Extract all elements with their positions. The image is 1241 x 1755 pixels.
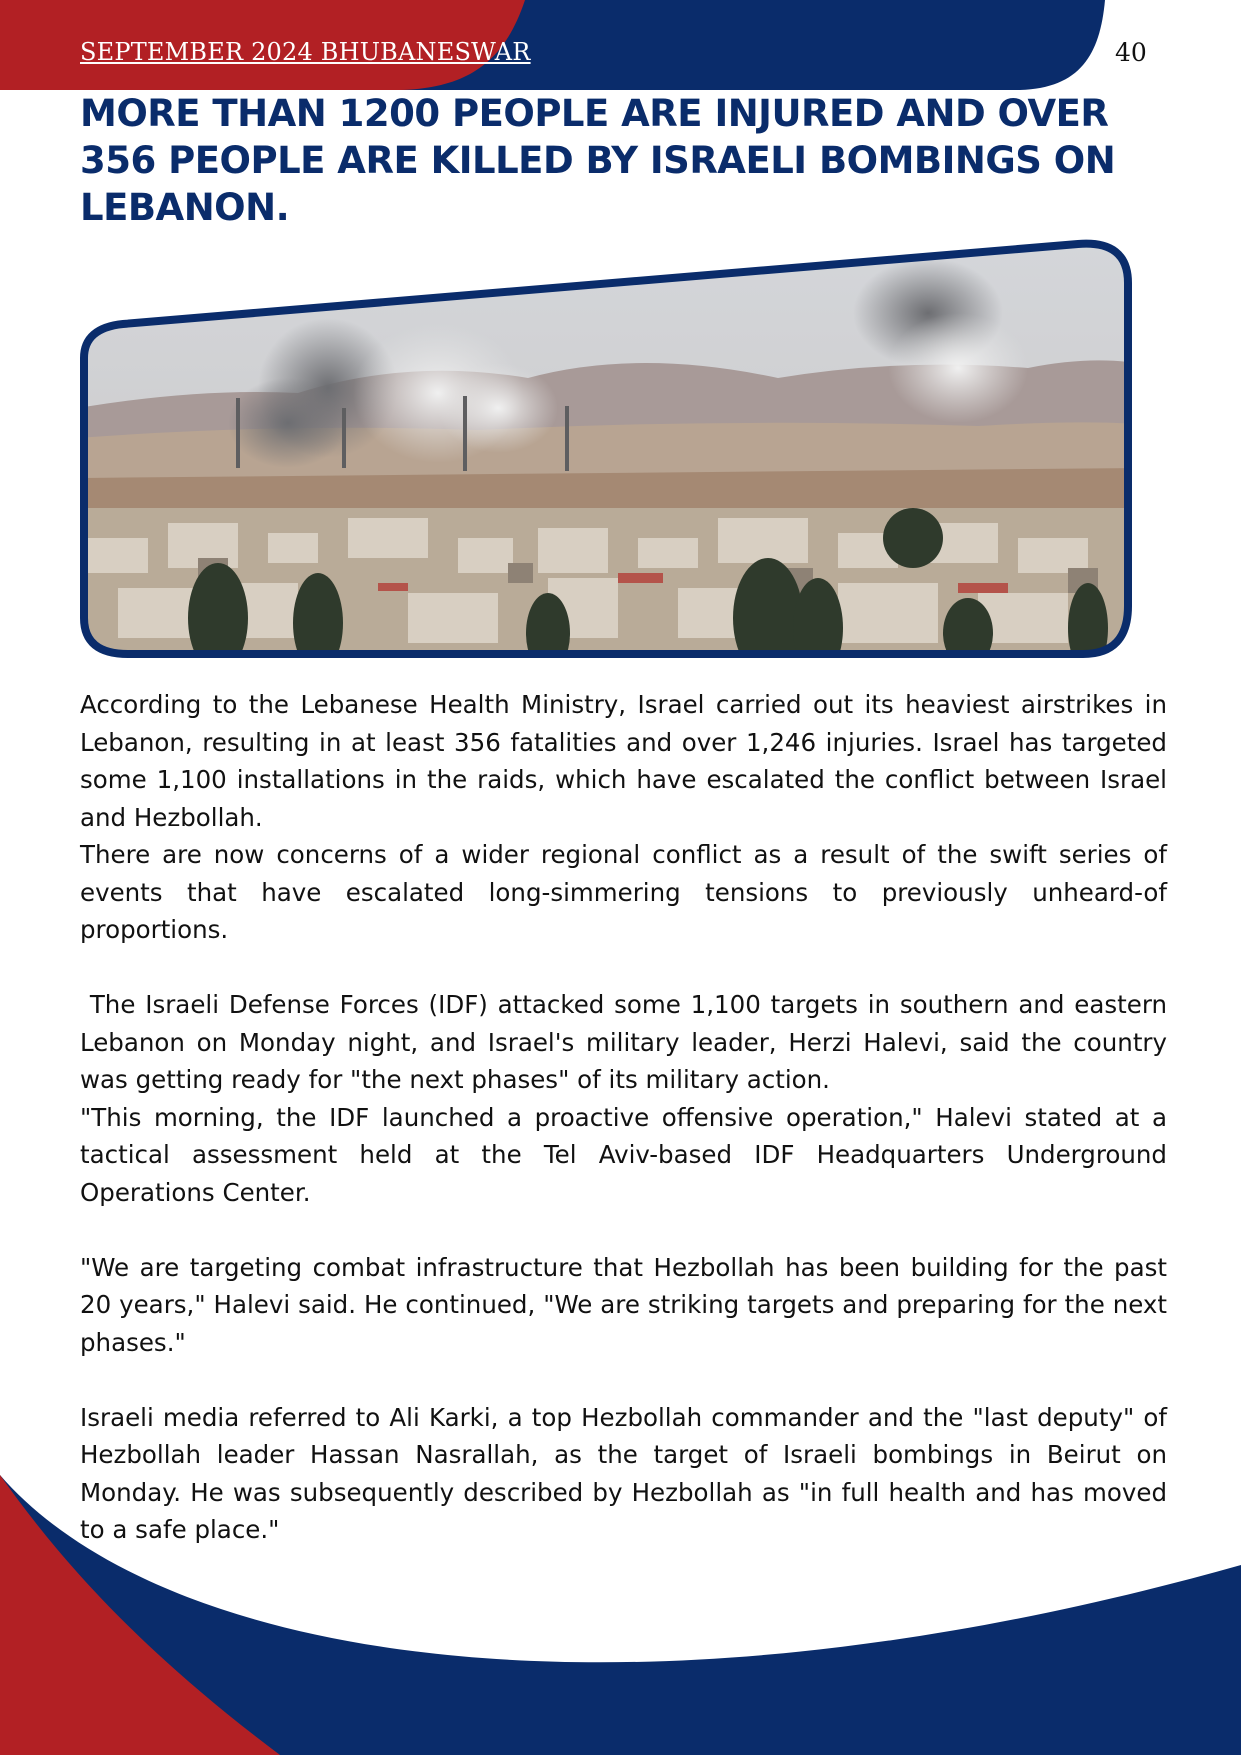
article-paragraph: Israeli media referred to Ali Karki, a top Hezbollah commander and the "last deputy" of Hezbollah leader Hassan Nasrallah, as the target of Israeli bombings in Beirut on Monday. He was subsequently described by Hezbollah as "in full health and has moved to a safe place." — [80, 1402, 1167, 1544]
article-paragraph: "We are targeting combat infrastructure that Hezbollah has been building for the past 20 years," Halevi said. He continued, "We are striking targets and preparing for the next phases." — [80, 1252, 1167, 1357]
footer-wave — [0, 1430, 1241, 1755]
article-headline: MORE THAN 1200 PEOPLE ARE INJURED AND OVER 356 PEOPLE ARE KILLED BY ISRAELI BOMBINGS ON LEBANON. — [80, 92, 1116, 229]
page-number: 40 — [1115, 38, 1147, 67]
article-paragraph: "This morning, the IDF launched a proactive offensive operation," Halevi stated at a tactical assessment held at the Tel Aviv-based IDF Headquarters Underground Operations Center. — [80, 1102, 1167, 1207]
article-body — [80, 686, 1175, 1549]
article-photo — [78, 238, 1136, 664]
article-paragraph: There are now concerns of a wider regional conflict as a result of the swift series of events that have escalated long-simmering tensions to previously unheard-of proportions. — [80, 840, 1167, 944]
article-paragraph: According to the Lebanese Health Ministry, Israel carried out its heaviest airstrikes in Lebanon, resulting in at least 356 fatalities and over 1,246 injuries. Israel has targeted some 1,100 installations in the raids, which have escalated the conflict between Israel and Hezbollah. — [80, 690, 1167, 832]
article-paragraph: The Israeli Defense Forces (IDF) attacked some 1,100 targets in southern and eastern Lebanon on Monday night, and Israel's military leader, Herzi Halevi, said the country was getting ready for "the next phases" of its military action. — [80, 990, 1175, 1094]
issue-dateline: SEPTEMBER 2024 BHUBANESWAR — [80, 38, 531, 66]
